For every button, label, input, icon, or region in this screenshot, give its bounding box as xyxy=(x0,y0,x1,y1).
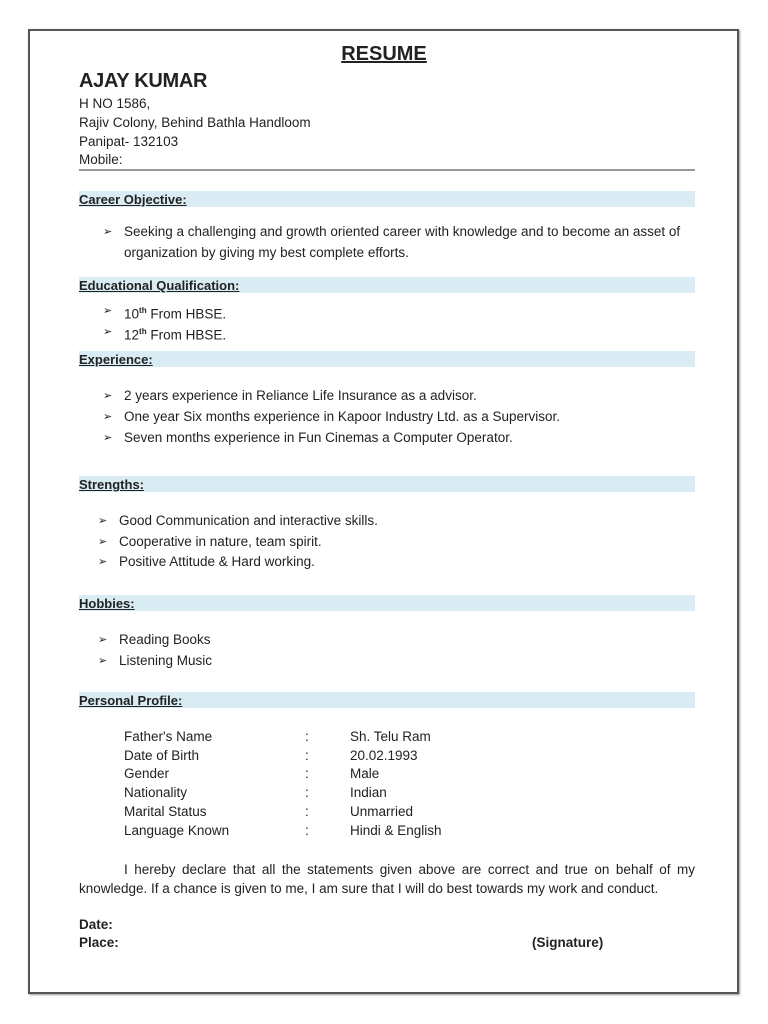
list-item xyxy=(124,322,226,346)
profile-value: Sh. Telu Ram xyxy=(350,729,431,744)
list-item: One year Six months experience in Kapoor Industry Ltd. as a Supervisor. xyxy=(124,409,560,424)
address-line: H NO 1586, xyxy=(79,96,151,111)
profile-separator: : xyxy=(305,822,309,838)
section-heading-experience xyxy=(79,351,695,367)
section-heading-text: Strengths: xyxy=(79,477,144,492)
mobile-line: Mobile: xyxy=(79,152,123,167)
edu-num: 12 xyxy=(124,327,140,343)
section-heading-career xyxy=(79,191,695,207)
profile-value: Unmarried xyxy=(350,803,414,819)
section-heading-strengths xyxy=(79,476,695,492)
profile-separator: : xyxy=(305,785,309,801)
edu-num: 10 xyxy=(124,306,140,322)
address-line: Panipat- 132103 xyxy=(79,134,179,149)
section-heading-education xyxy=(79,277,695,293)
profile-label: Father's Name xyxy=(124,729,213,744)
profile-label: Marital Status xyxy=(124,803,207,819)
arrowhead-bullet-icon: ➢ xyxy=(98,535,108,548)
list-item: Cooperative in nature, team spirit. xyxy=(119,533,322,549)
section-heading-text: Career Objective: xyxy=(79,192,187,207)
list-item: Listening Music xyxy=(119,653,213,668)
place-label: Place: xyxy=(79,935,119,950)
arrowhead-bullet-icon: ➢ xyxy=(98,556,108,568)
profile-value: Male xyxy=(350,766,380,782)
arrowhead-bullet-icon: ➢ xyxy=(103,432,113,444)
list-item xyxy=(124,301,226,325)
section-heading-text: Personal Profile: xyxy=(79,693,183,708)
list-item: Reading Books xyxy=(119,632,211,647)
list-item: Seeking a challenging and growth oriented career with knowledge and to become an asset of xyxy=(124,224,681,239)
edu-text: From HBSE. xyxy=(146,306,227,322)
profile-separator: : xyxy=(305,747,309,763)
section-heading-text: Hobbies: xyxy=(79,596,135,611)
document-title: RESUME xyxy=(341,43,427,65)
list-item: organization by giving my best complete efforts. xyxy=(124,245,409,260)
section-heading-profile xyxy=(79,692,695,708)
edu-text: From HBSE. xyxy=(146,327,227,343)
profile-separator: : xyxy=(305,729,309,744)
arrowhead-bullet-icon: ➢ xyxy=(103,390,113,402)
header-divider xyxy=(79,169,695,171)
profile-label: Gender xyxy=(124,766,170,782)
profile-label: Date of Birth xyxy=(124,747,200,763)
arrowhead-bullet-icon: ➢ xyxy=(98,655,108,667)
section-heading-text: Educational Qualification: xyxy=(79,278,240,293)
arrowhead-bullet-icon: ➢ xyxy=(103,305,113,317)
profile-separator: : xyxy=(305,803,309,819)
declaration: I hereby declare that all the statements given above are correct and true on behalf of my knowledge. If a chance is given to me, I am sure that I will do best towards my work and conduct. xyxy=(79,862,695,896)
date-label: Date: xyxy=(79,917,113,932)
arrowhead-bullet-icon: ➢ xyxy=(103,411,113,423)
list-item: Positive Attitude & Hard working. xyxy=(119,554,315,569)
list-item: 2 years experience in Reliance Life Insurance as a advisor. xyxy=(124,388,477,403)
arrowhead-bullet-icon: ➢ xyxy=(98,515,108,527)
profile-label: Nationality xyxy=(124,785,188,801)
edu-sup: th xyxy=(139,327,147,336)
section-heading-text: Experience: xyxy=(79,352,153,367)
profile-value: Indian xyxy=(350,785,387,801)
section-heading-hobbies xyxy=(79,595,695,611)
arrowhead-bullet-icon: ➢ xyxy=(103,326,113,338)
address-line: Rajiv Colony, Behind Bathla Handloom xyxy=(79,115,311,130)
arrowhead-bullet-icon: ➢ xyxy=(98,634,108,646)
profile-value: 20.02.1993 xyxy=(350,747,418,763)
profile-label: Language Known xyxy=(124,822,230,838)
profile-separator: : xyxy=(305,766,309,782)
list-item: Good Communication and interactive skills. xyxy=(119,513,378,528)
signature-label: (Signature) xyxy=(532,935,604,950)
edu-sup: th xyxy=(139,306,147,315)
profile-value: Hindi & English xyxy=(350,822,442,838)
arrowhead-bullet-icon: ➢ xyxy=(103,226,113,238)
list-item: Seven months experience in Fun Cinemas a Computer Operator. xyxy=(124,430,513,445)
candidate-name: AJAY KUMAR xyxy=(79,70,208,92)
